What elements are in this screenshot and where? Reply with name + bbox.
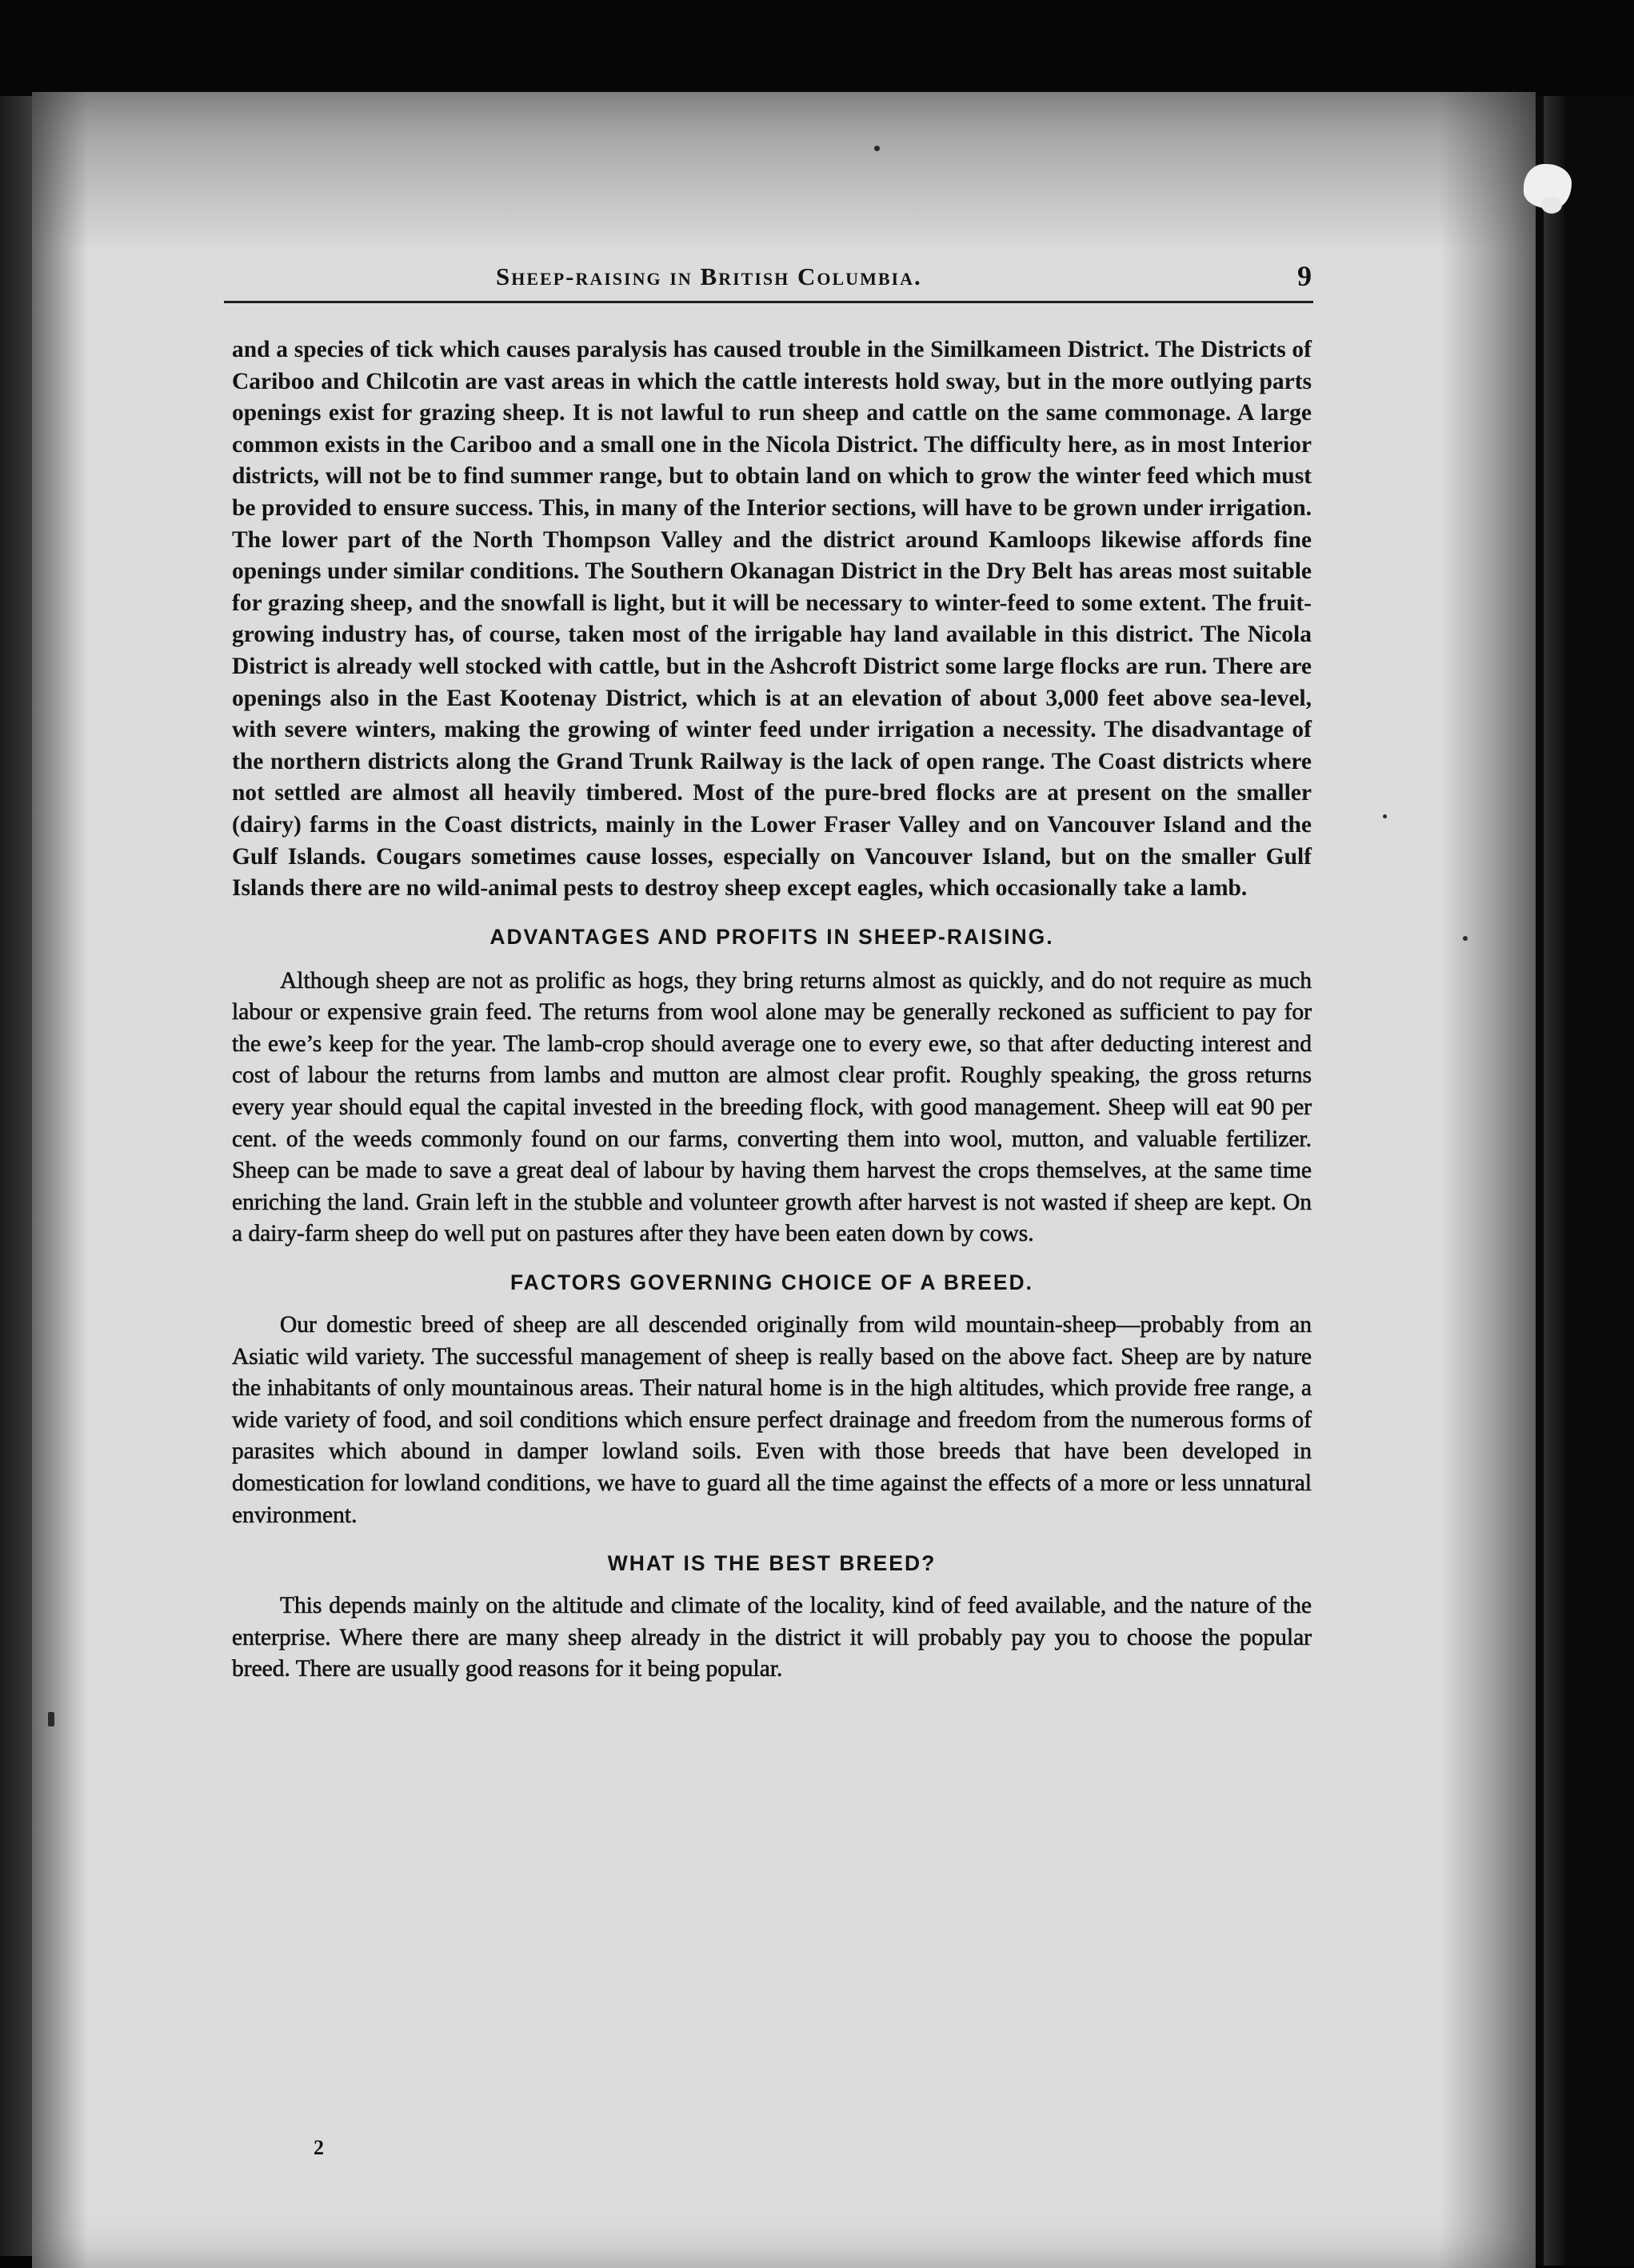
page-number: 9 xyxy=(1297,260,1312,292)
page-content xyxy=(232,256,1312,1686)
running-title: Sheep-raising in British Columbia. xyxy=(496,262,922,290)
running-head xyxy=(232,256,1312,304)
paragraph-advantages: Although sheep are not as prolific as hogs, they bring returns almost as quickly, and do not require as much labour or expensive grain feed. The returns from wool alone may be generally reckoned as sufficient to pay for the ewe’s keep for the year. The lamb-crop should average one to every ewe, so that after deducting interest and cost of labour the returns from lambs and mutton are almost clear profit. Roughly speaking, the gross returns every year should equal the capital invested in the breeding flock, with good management. Sheep will eat 90 per cent. of the weeds commonly found on our farms, converting them into wool, mutton, and valuable fertilizer. Sheep can be made to save a great deal of labour by having them harvest the crops themselves, at the same time enriching the land. Grain left in the stubble and volunteer growth after harvest is not wasted if sheep are kept. On a dairy-farm sheep do well put on pastures after they have been eaten down by cows. xyxy=(232,967,1312,1247)
paragraph-factors: Our domestic breed of sheep are all descended originally from wild mountain-sheep—probably from an Asiatic wild variety. The successful management of sheep is really based on the above fact. Sheep are by nature the inhabitants of only mountainous areas. Their natural home is in the high altitudes, which provide free range, a wide variety of food, and soil conditions which ensure perfect drainage and freedom from the numerous forms of parasites which abound in damper lowland soils. Even with those breeds that have been developed in domestication for lowland conditions, we have to guard all the time against the effects of a more or less unnatural environment. xyxy=(232,1312,1312,1528)
speck xyxy=(48,1712,54,1726)
heading-advantages: ADVANTAGES AND PROFITS IN SHEEP-RAISING. xyxy=(489,924,1054,949)
paragraph-best-breed: This depends mainly on the altitude and climate of the locality, kind of feed available, and the nature of the enterprise. Where there are many sheep already in the district it will probably pay you to choose the popular breed. There are usually good reasons for it being popular. xyxy=(232,1593,1312,1682)
speck xyxy=(1383,814,1387,818)
speck xyxy=(1463,936,1468,941)
right-scan-border xyxy=(1536,96,1634,2266)
adjacent-page-edge xyxy=(0,96,32,2256)
body-text xyxy=(232,334,1312,1686)
paragraph-districts: and a species of tick which causes paralysis has caused trouble in the Similkameen District. The Districts of Cariboo and Chilcotin are vast areas in which the cattle interests hold sway, but in the more outlying parts openings exist for grazing sheep. It is not lawful to run sheep and cattle on the same commonage. A large common exists in the Cariboo and a small one in the Nicola District. The difficulty here, as in most Interior districts, will not be to find summer range, but to obtain land on which to grow the winter feed which must be provided to ensure success. This, in many of the Interior sections, will have to be grown under irrigation. The lower part of the North Thompson Valley and the district around Kamloops likewise affords fine openings under similar conditions. The Southern Okanagan District in the Dry Belt has areas most suitable for grazing sheep, and the snowfall is light, but it will be necessary to winter-feed to some extent. The fruit-growing industry has, of course, taken most of the irrigable hay land available in this district. The Nicola District is already well stocked with cattle, but in the Ashcroft District some large flocks are run. There are openings also in the East Kootenay District, which is at an elevation of about 3,000 feet above sea-level, with severe winters, making the growing of winter feed under irrigation a necessity. The disadvantage of the northern districts along the Grand Trunk Railway is the lack of open range. The Coast districts where not settled are almost all heavily timbered. Most of the pure-bred flocks are at present on the smaller (dairy) farms in the Coast districts, mainly in the Lower Fraser Valley and on Vancouver Island and the Gulf Islands. Cougars sometimes cause losses, especially on Vancouver Island, but on the smaller Gulf Islands there are no wild-animal pests to destroy sheep except eagles, which occasionally take a lamb. xyxy=(232,337,1312,902)
header-rule xyxy=(224,301,1313,303)
signature-mark: 2 xyxy=(314,2136,324,2159)
paper-damage-mark xyxy=(1524,164,1572,209)
heading-best-breed: WHAT IS THE BEST BREED? xyxy=(607,1551,937,1576)
heading-factors: FACTORS GOVERNING CHOICE OF A BREED. xyxy=(509,1270,1034,1295)
speck xyxy=(874,146,880,151)
